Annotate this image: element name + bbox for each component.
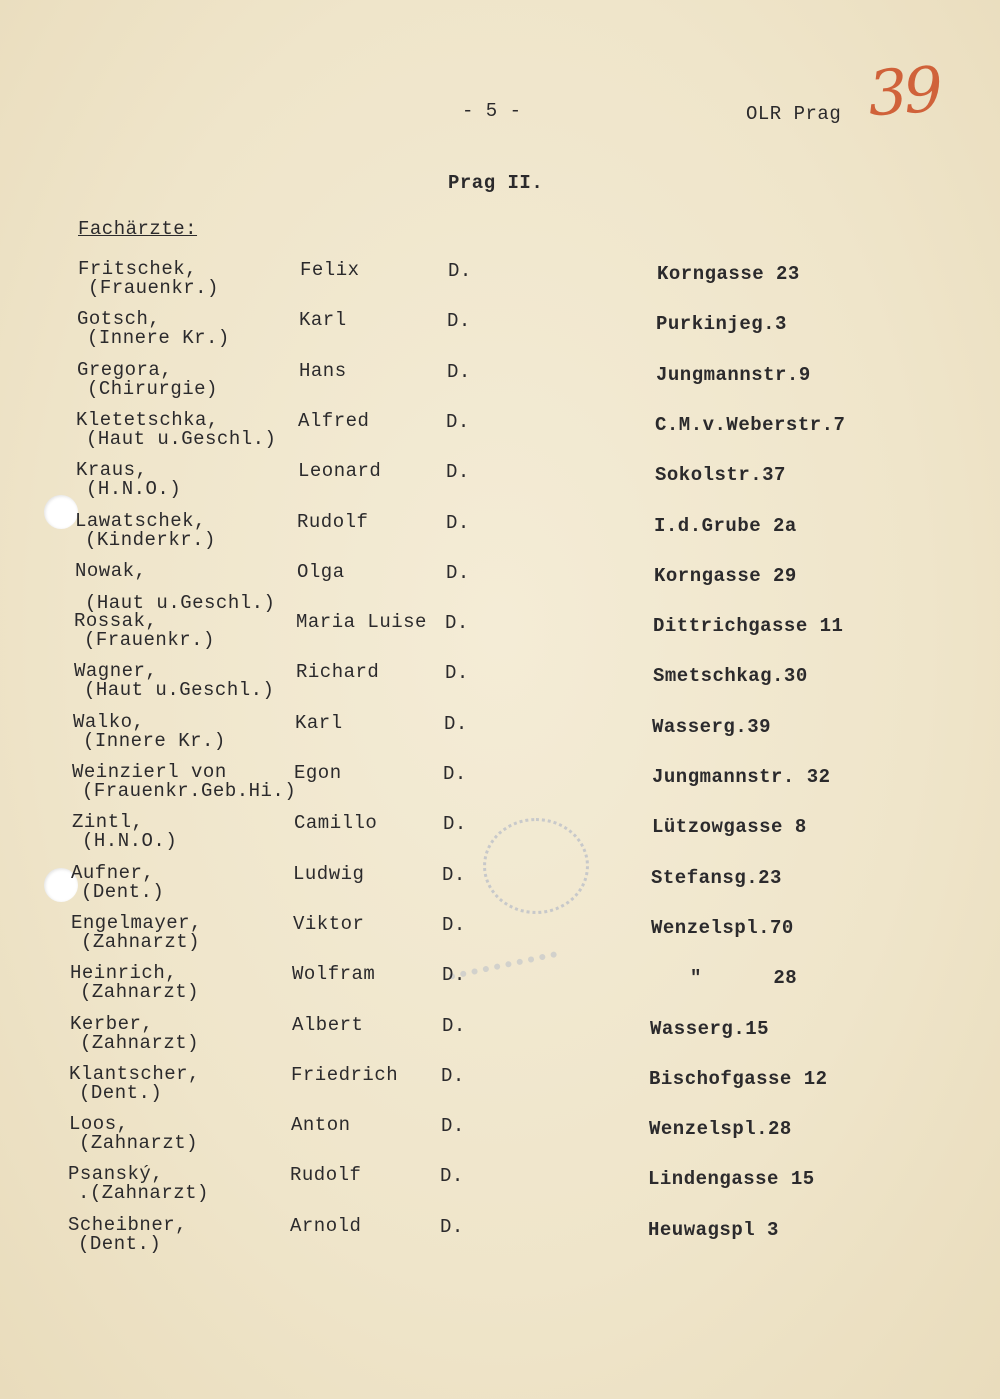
- entry-first-name: Camillo: [294, 812, 378, 834]
- entry-surname: Lawatschek,: [75, 510, 206, 532]
- entry-specialty: (Zahnarzt): [80, 981, 200, 1003]
- entry-mark: D.: [445, 612, 469, 634]
- list-item: [0, 1214, 1000, 1264]
- entry-first-name: Hans: [299, 360, 347, 382]
- entry-address: Purkinjeg.3: [656, 313, 787, 335]
- entry-surname: Klantscher,: [69, 1063, 200, 1085]
- entry-surname: Aufner,: [71, 862, 155, 884]
- entry-mark: D.: [440, 1216, 464, 1238]
- entry-first-name: Olga: [297, 561, 345, 583]
- list-item: [0, 1063, 1000, 1113]
- entry-mark: D.: [441, 1115, 465, 1137]
- entry-mark: D.: [442, 914, 466, 936]
- entry-surname: Psanský,: [68, 1163, 164, 1185]
- entry-first-name: Karl: [295, 712, 343, 734]
- list-item: [0, 409, 1000, 459]
- entry-surname: Scheibner,: [68, 1214, 188, 1236]
- entry-address: Lindengasse 15: [648, 1168, 815, 1190]
- entry-mark: D.: [446, 411, 470, 433]
- entry-first-name: Viktor: [293, 913, 365, 935]
- entry-address: Korngasse 29: [654, 565, 797, 587]
- entry-first-name: Karl: [299, 309, 347, 331]
- entry-address: Korngasse 23: [657, 263, 800, 285]
- entry-specialty: (Dent.): [79, 1082, 163, 1104]
- entry-mark: D.: [446, 562, 470, 584]
- entry-specialty: (Frauenkr.Geb.Hi.): [82, 780, 297, 802]
- entry-surname: Kraus,: [76, 459, 148, 481]
- entry-first-name: Alfred: [298, 410, 370, 432]
- entry-specialty: (Haut u.Geschl.): [85, 592, 276, 614]
- entry-mark: D.: [448, 260, 472, 282]
- entry-surname: Loos,: [69, 1113, 129, 1135]
- entry-address: C.M.v.Weberstr.7: [655, 414, 846, 436]
- office-header: OLR Prag: [746, 103, 842, 125]
- entry-specialty: (Kinderkr.): [85, 529, 216, 551]
- entry-surname: Kletetschka,: [76, 409, 219, 431]
- entry-surname: Gregora,: [77, 359, 173, 381]
- list-item: [0, 811, 1000, 861]
- page-number: - 5 -: [462, 100, 522, 122]
- list-item: [0, 510, 1000, 560]
- entry-first-name: Anton: [291, 1114, 351, 1136]
- section-title: Prag II.: [448, 172, 544, 194]
- entry-specialty: (Zahnarzt): [80, 1032, 200, 1054]
- entry-first-name: Richard: [296, 661, 380, 683]
- entry-address: Dittrichgasse 11: [653, 615, 844, 637]
- entry-specialty: (Innere Kr.): [83, 730, 226, 752]
- list-item: [0, 1013, 1000, 1063]
- entry-address: Jungmannstr.9: [656, 364, 811, 386]
- entry-specialty: (Dent.): [78, 1233, 162, 1255]
- entry-address: Sokolstr.37: [655, 464, 786, 486]
- entry-first-name: Maria Luise: [296, 611, 427, 633]
- list-item: [0, 258, 1000, 308]
- entry-surname: Nowak,: [75, 560, 147, 582]
- entry-address: Lützowgasse 8: [652, 816, 807, 838]
- list-item: [0, 359, 1000, 409]
- entry-first-name: Wolfram: [292, 963, 376, 985]
- entry-specialty: (Haut u.Geschl.): [84, 679, 275, 701]
- entry-address: Wasserg.39: [652, 716, 772, 738]
- entry-surname: Rossak,: [74, 610, 158, 632]
- entry-specialty: (Haut u.Geschl.): [86, 428, 277, 450]
- entry-surname: Zintl,: [72, 811, 144, 833]
- entry-specialty: (Zahnarzt): [79, 1132, 199, 1154]
- entry-mark: D.: [446, 461, 470, 483]
- entry-first-name: Rudolf: [290, 1164, 362, 1186]
- list-item: [0, 459, 1000, 509]
- entry-first-name: Rudolf: [297, 511, 369, 533]
- list-item: [0, 761, 1000, 811]
- entry-mark: D.: [446, 512, 470, 534]
- entry-surname: Kerber,: [70, 1013, 154, 1035]
- entry-mark: D.: [442, 1015, 466, 1037]
- entry-mark: D.: [442, 864, 466, 886]
- entry-address: I.d.Grube 2a: [654, 515, 797, 537]
- list-item: [0, 308, 1000, 358]
- entry-specialty: (Innere Kr.): [87, 327, 230, 349]
- entry-specialty: (Frauenkr.): [84, 629, 215, 651]
- entry-mark: D.: [441, 1065, 465, 1087]
- entry-address: Jungmannstr. 32: [652, 766, 831, 788]
- entry-first-name: Felix: [300, 259, 360, 281]
- entry-surname: Fritschek,: [78, 258, 198, 280]
- entry-surname: Engelmayer,: [71, 912, 202, 934]
- entry-mark: D.: [440, 1165, 464, 1187]
- entry-address: " 28: [690, 967, 798, 989]
- list-item: [0, 1113, 1000, 1163]
- entry-address: Smetschkag.30: [653, 665, 808, 687]
- entry-first-name: Albert: [292, 1014, 364, 1036]
- entry-first-name: Leonard: [298, 460, 382, 482]
- entry-first-name: Ludwig: [293, 863, 365, 885]
- entry-surname: Wagner,: [74, 660, 158, 682]
- entry-mark: D.: [443, 763, 467, 785]
- entry-address: Wenzelspl.28: [649, 1118, 792, 1140]
- entry-surname: Gotsch,: [77, 308, 161, 330]
- entry-surname: Weinzierl von: [72, 761, 227, 783]
- entry-address: Wenzelspl.70: [651, 917, 794, 939]
- entry-specialty: (H.N.O.): [82, 830, 178, 852]
- entry-specialty: (Frauenkr.): [88, 277, 219, 299]
- entry-address: Bischofgasse 12: [649, 1068, 828, 1090]
- entry-mark: D.: [442, 964, 466, 986]
- entry-address: Stefansg.23: [651, 867, 782, 889]
- entry-first-name: Friedrich: [291, 1064, 399, 1086]
- list-item: [0, 962, 1000, 1012]
- list-item: [0, 660, 1000, 710]
- category-heading: Fachärzte:: [78, 218, 198, 240]
- list-item: [0, 862, 1000, 912]
- entry-mark: D.: [445, 662, 469, 684]
- entry-address: Heuwagspl 3: [648, 1219, 779, 1241]
- entry-mark: D.: [444, 713, 468, 735]
- entry-surname: Heinrich,: [70, 962, 178, 984]
- list-item: [0, 560, 1000, 614]
- list-item: [0, 912, 1000, 962]
- entry-surname: Walko,: [73, 711, 145, 733]
- entry-first-name: Egon: [294, 762, 342, 784]
- entry-first-name: Arnold: [290, 1215, 362, 1237]
- entry-specialty: (Dent.): [81, 881, 165, 903]
- handwritten-archive-number: 39: [865, 52, 942, 131]
- list-item: [0, 1163, 1000, 1213]
- entry-mark: D.: [447, 310, 471, 332]
- entry-address: Wasserg.15: [650, 1018, 770, 1040]
- entry-specialty: (Chirurgie): [87, 378, 218, 400]
- entry-specialty: (H.N.O.): [86, 478, 182, 500]
- list-item: [0, 610, 1000, 660]
- entry-mark: D.: [447, 361, 471, 383]
- entry-specialty: (Zahnarzt): [81, 931, 201, 953]
- list-item: [0, 711, 1000, 761]
- entry-mark: D.: [443, 813, 467, 835]
- entry-specialty: .(Zahnarzt): [78, 1182, 209, 1204]
